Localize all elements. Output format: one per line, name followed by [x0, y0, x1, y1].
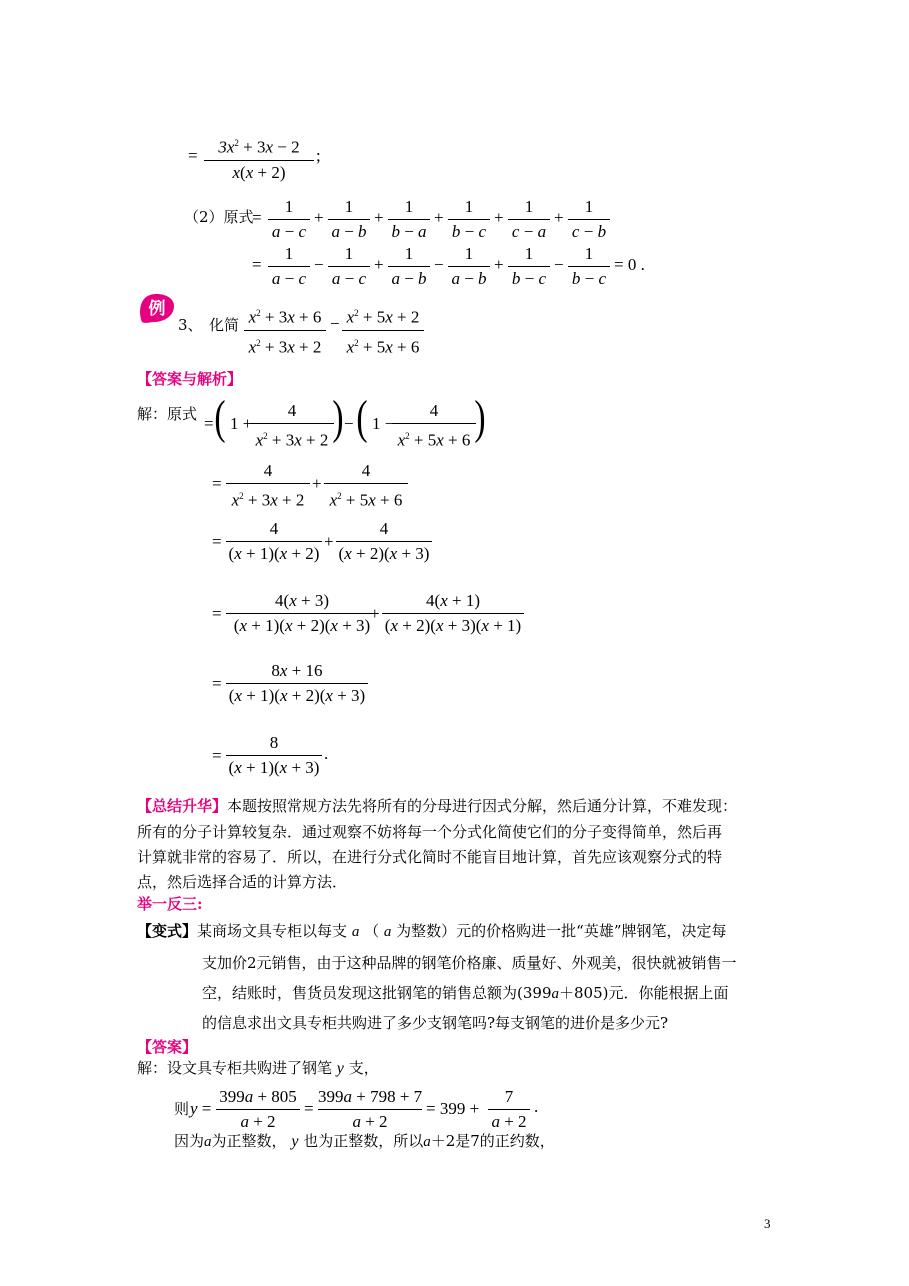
variant-line-2: 支加价2元销售，由于这种品牌的钢笔价格廉、质量好、外观美，很快就被销售一 [202, 954, 737, 972]
heading-practice: 举一反三: [137, 895, 203, 913]
solution-start: 解：原式 [137, 405, 198, 423]
page-number: 3 [764, 1216, 771, 1231]
heading-answer: 【答案】 [137, 1038, 198, 1056]
heading-answer-analysis: 【答案与解析】 [137, 370, 243, 388]
summary-line-1: 【总结升华】本题按照常规方法先将所有的分母进行因式分解，然后通分计算，不难发现： [137, 797, 738, 815]
variant-line-4: 的信息求出文具专柜共购进了多少支钢笔吗?每支钢笔的进价是多少元? [202, 1014, 669, 1032]
summary-line-2: 所有的分子计算较复杂．通过观察不妨将每一个分式化简使它们的分子变得简单，然后再 [137, 823, 723, 841]
original-expr-label: （2）原式 [184, 208, 254, 226]
variant-line-3: 空，结账时，售货员发现这批钢笔的销售总额为(399a＋805)元．你能根据上面 [202, 984, 729, 1002]
answer-line-3: 因为a为正整数， y 也为正整数，所以a＋2是7的正约数， [174, 1132, 555, 1150]
answer-line-1: 解：设文具专柜共购进了钢笔 y 支， [137, 1059, 379, 1077]
svg-text:例: 例 [148, 299, 166, 319]
answer-line-2-label: 则 [174, 1100, 190, 1118]
variant-tag: 【变式】 [137, 922, 198, 940]
example-number: 3、 [178, 316, 203, 334]
example-badge-icon [138, 292, 176, 326]
summary-line-4: 点，然后选择合适的计算方法． [137, 873, 348, 891]
variant-line-1: 【变式】某商场文具专柜以每支 a （ a 为整数）元的价格购进一批“英雄”牌钢笔，决定每 [137, 922, 727, 940]
summary-line-3: 计算就非常的容易了．所以，在进行分式化简时不能盲目地计算，首先应该观察分式的特 [137, 848, 723, 866]
simplify-label: 化简 [209, 316, 240, 334]
heading-summary: 【总结升华】 [137, 797, 228, 815]
